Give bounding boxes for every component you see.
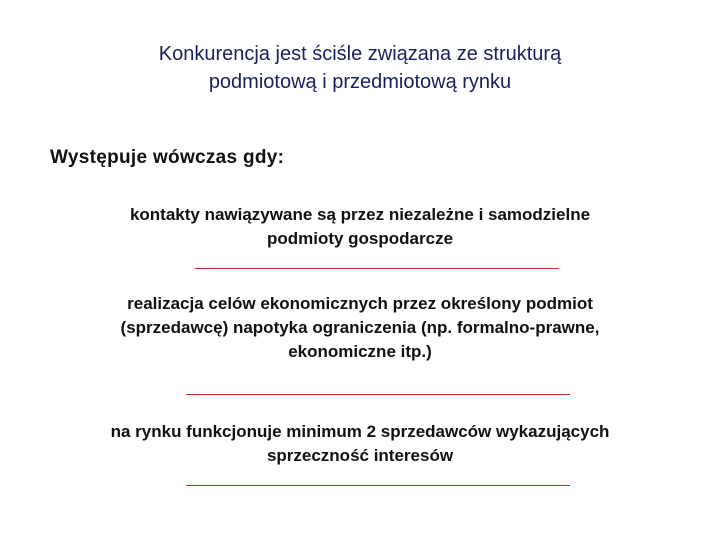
condition-2-line-1: realizacja celów ekonomicznych przez określony podmiot <box>127 294 593 313</box>
slide-title-line-1: Konkurencja jest ściśle związana ze strukturą <box>158 43 562 65</box>
condition-1-line-2: podmioty gospodarcze <box>266 229 454 248</box>
intro-text: Występuje wówczas gdy: <box>50 147 285 168</box>
condition-1-line-1: kontakty nawiązywane są przez niezależne i samodzielne <box>129 205 591 224</box>
divider-3 <box>186 485 570 486</box>
slide-title <box>0 40 720 96</box>
condition-3-line-2: sprzeczność interesów <box>266 446 454 465</box>
condition-2-line-2: (sprzedawcę) napotyka ograniczenia (np. formalno-prawne, <box>120 318 600 337</box>
condition-2-line-3: ekonomiczne itp.) <box>288 342 432 361</box>
condition-3-line-1: na rynku funkcjonuje minimum 2 sprzedawców wykazujących <box>110 422 610 441</box>
divider-2 <box>186 394 570 395</box>
condition-2 <box>0 292 720 364</box>
divider-1 <box>195 268 559 269</box>
slide-title-line-2: podmiotową i przedmiotową rynku <box>208 71 512 93</box>
condition-3 <box>0 420 720 468</box>
condition-1 <box>0 203 720 251</box>
